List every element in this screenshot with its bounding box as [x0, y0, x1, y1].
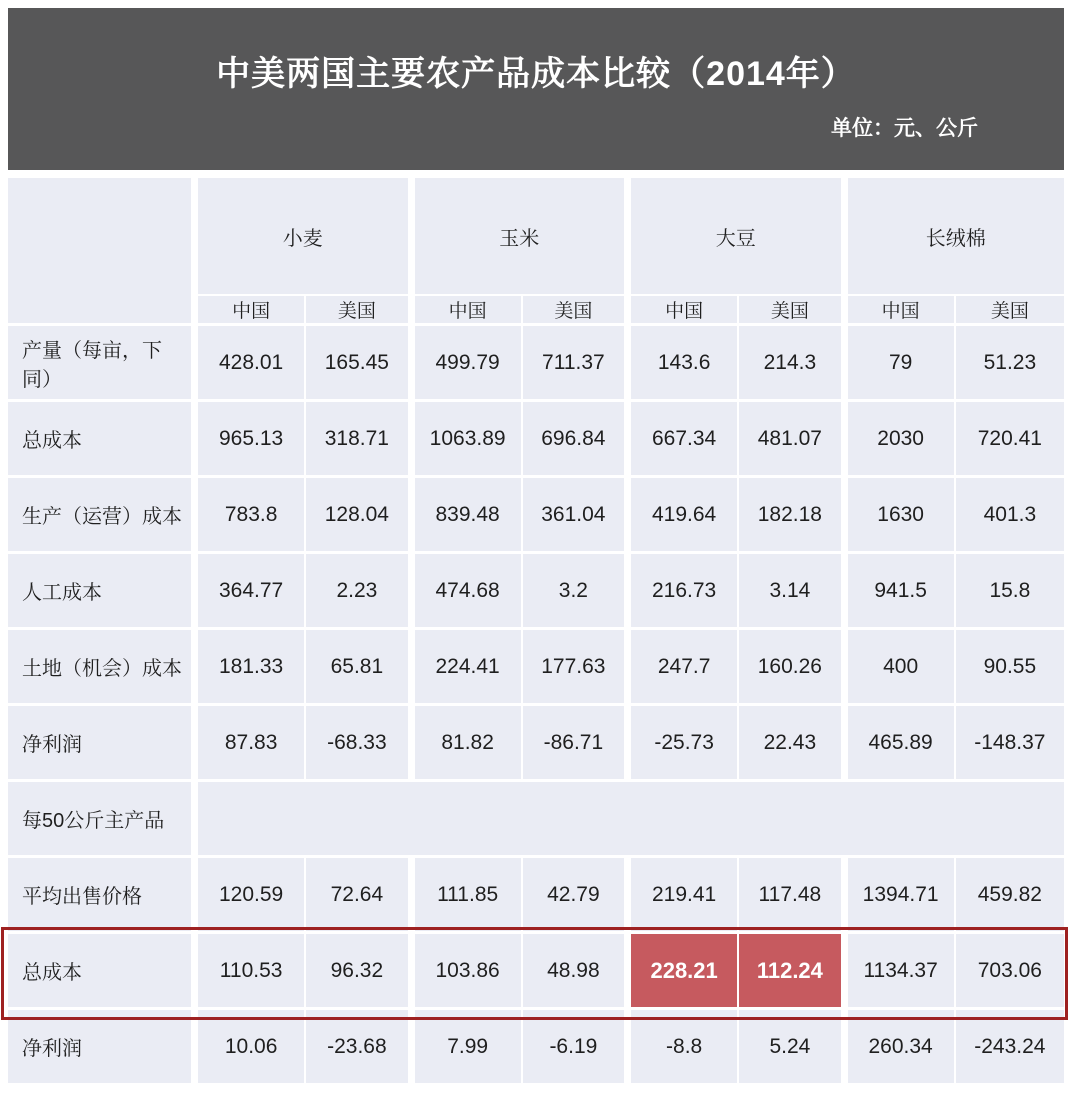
country-header: 美国	[306, 296, 414, 326]
row-label: 生产（运营）成本	[8, 478, 198, 554]
country-header: 美国	[956, 296, 1064, 326]
value-cell: 10.06	[198, 1010, 306, 1086]
value-cell: 181.33	[198, 630, 306, 706]
cost-comparison-table	[8, 178, 1064, 1086]
value-cell: 110.53	[198, 934, 306, 1010]
table-row	[8, 478, 1064, 554]
value-cell: 1134.37	[848, 934, 956, 1010]
value-cell: -23.68	[306, 1010, 414, 1086]
value-cell: 3.2	[523, 554, 631, 630]
table-row	[8, 554, 1064, 630]
value-cell: 48.98	[523, 934, 631, 1010]
value-cell: 87.83	[198, 706, 306, 782]
table-row	[8, 326, 1064, 402]
value-cell: 15.8	[956, 554, 1064, 630]
table-row	[8, 782, 1064, 858]
value-cell: 5.24	[739, 1010, 847, 1086]
value-cell: 90.55	[956, 630, 1064, 706]
table-row	[8, 402, 1064, 478]
value-cell: 400	[848, 630, 956, 706]
value-cell: 182.18	[739, 478, 847, 554]
product-header-cotton: 长绒棉	[848, 178, 1065, 296]
value-cell: 499.79	[415, 326, 523, 402]
value-cell: 143.6	[631, 326, 739, 402]
value-cell: 72.64	[306, 858, 414, 934]
value-cell: 120.59	[198, 858, 306, 934]
value-cell: 160.26	[739, 630, 847, 706]
value-cell: 219.41	[631, 858, 739, 934]
value-cell: 474.68	[415, 554, 523, 630]
row-label: 总成本	[8, 934, 198, 1010]
value-cell: 783.8	[198, 478, 306, 554]
value-cell: 260.34	[848, 1010, 956, 1086]
value-cell: -6.19	[523, 1010, 631, 1086]
product-header-wheat: 小麦	[198, 178, 415, 296]
value-cell: 214.3	[739, 326, 847, 402]
value-cell: 79	[848, 326, 956, 402]
row-label: 土地（机会）成本	[8, 630, 198, 706]
value-cell: -148.37	[956, 706, 1064, 782]
value-cell: 228.21	[631, 934, 739, 1010]
row-label: 人工成本	[8, 554, 198, 630]
product-header-row	[8, 178, 1064, 296]
value-cell: 81.82	[415, 706, 523, 782]
page-title: 中美两国主要农产品成本比较（2014年）	[216, 55, 856, 93]
value-cell: 1630	[848, 478, 956, 554]
value-cell: 247.7	[631, 630, 739, 706]
value-cell: 401.3	[956, 478, 1064, 554]
value-cell: 2030	[848, 402, 956, 478]
country-header: 中国	[415, 296, 523, 326]
value-cell: 465.89	[848, 706, 956, 782]
value-cell: 111.85	[415, 858, 523, 934]
value-cell: 96.32	[306, 934, 414, 1010]
row-label: 净利润	[8, 706, 198, 782]
table-row	[8, 858, 1064, 934]
country-header: 美国	[739, 296, 847, 326]
value-cell: 22.43	[739, 706, 847, 782]
value-cell: 941.5	[848, 554, 956, 630]
value-cell: 128.04	[306, 478, 414, 554]
table-row	[8, 630, 1064, 706]
value-cell: 481.07	[739, 402, 847, 478]
value-cell: 3.14	[739, 554, 847, 630]
title-band	[8, 8, 1064, 170]
value-cell: 364.77	[198, 554, 306, 630]
country-header: 美国	[523, 296, 631, 326]
value-cell: 361.04	[523, 478, 631, 554]
value-cell: 224.41	[415, 630, 523, 706]
value-cell: 42.79	[523, 858, 631, 934]
table-wrapper	[8, 178, 1064, 1086]
value-cell: 2.23	[306, 554, 414, 630]
value-cell: 965.13	[198, 402, 306, 478]
value-cell: 703.06	[956, 934, 1064, 1010]
value-cell: 7.99	[415, 1010, 523, 1086]
country-header: 中国	[198, 296, 306, 326]
row-label: 产量（每亩，下同）	[8, 326, 198, 402]
table-row	[8, 706, 1064, 782]
value-cell: 720.41	[956, 402, 1064, 478]
value-cell: 65.81	[306, 630, 414, 706]
value-cell: -8.8	[631, 1010, 739, 1086]
row-label: 平均出售价格	[8, 858, 198, 934]
value-cell: -86.71	[523, 706, 631, 782]
value-cell: 1394.71	[848, 858, 956, 934]
value-cell: 839.48	[415, 478, 523, 554]
value-cell: -243.24	[956, 1010, 1064, 1086]
row-label: 总成本	[8, 402, 198, 478]
value-cell: 419.64	[631, 478, 739, 554]
table-row	[8, 934, 1064, 1010]
value-cell: 216.73	[631, 554, 739, 630]
value-cell: -25.73	[631, 706, 739, 782]
section-empty-cell	[198, 782, 1064, 858]
table-body	[8, 326, 1064, 1086]
value-cell: 103.86	[415, 934, 523, 1010]
value-cell: 711.37	[523, 326, 631, 402]
country-header: 中国	[848, 296, 956, 326]
table-row	[8, 1010, 1064, 1086]
unit-note: 单位：元、公斤	[831, 117, 978, 140]
corner-cell	[8, 178, 198, 326]
value-cell: 51.23	[956, 326, 1064, 402]
value-cell: 667.34	[631, 402, 739, 478]
value-cell: 318.71	[306, 402, 414, 478]
product-header-soybean: 大豆	[631, 178, 848, 296]
value-cell: 459.82	[956, 858, 1064, 934]
table-header	[8, 178, 1064, 326]
country-header: 中国	[631, 296, 739, 326]
value-cell: 696.84	[523, 402, 631, 478]
value-cell: 112.24	[739, 934, 847, 1010]
row-label: 净利润	[8, 1010, 198, 1086]
row-label: 每50公斤主产品	[8, 782, 198, 858]
value-cell: 165.45	[306, 326, 414, 402]
value-cell: -68.33	[306, 706, 414, 782]
value-cell: 1063.89	[415, 402, 523, 478]
value-cell: 428.01	[198, 326, 306, 402]
product-header-corn: 玉米	[415, 178, 632, 296]
value-cell: 117.48	[739, 858, 847, 934]
value-cell: 177.63	[523, 630, 631, 706]
